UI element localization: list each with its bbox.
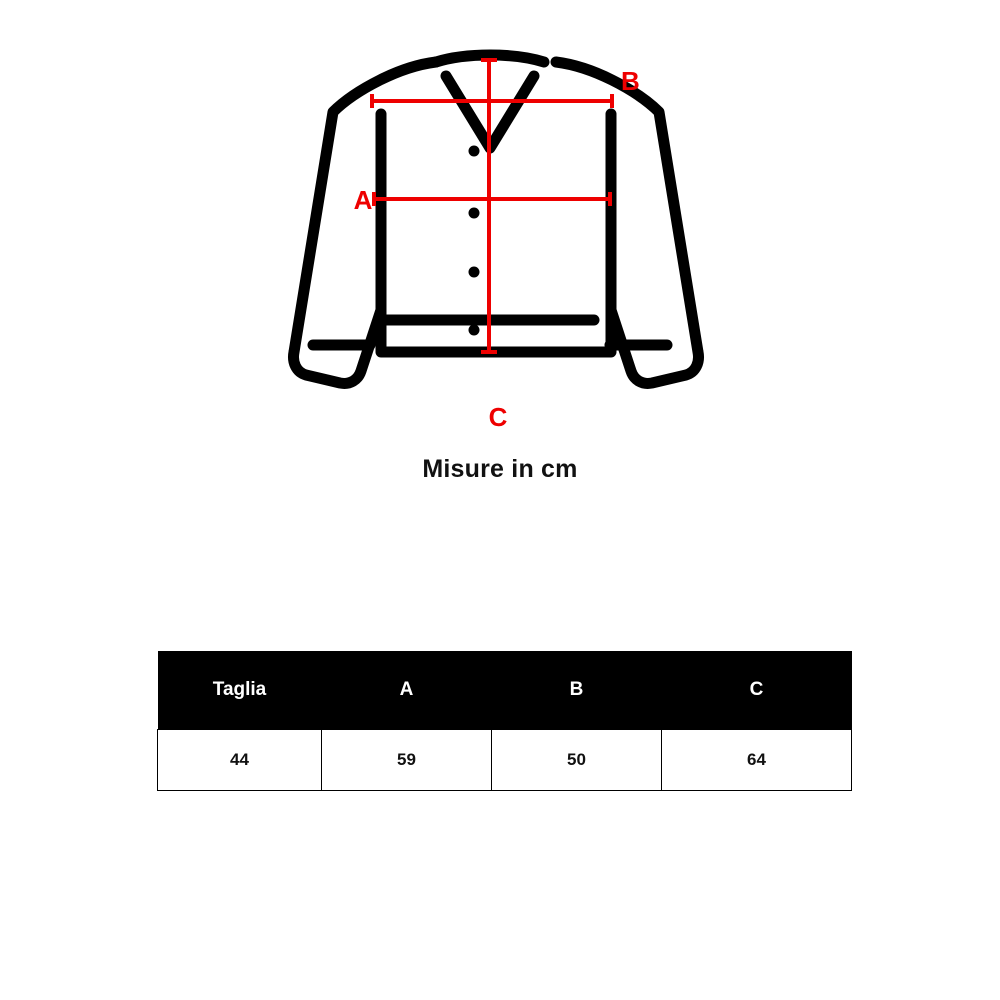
label-a: A xyxy=(353,185,373,215)
size-table xyxy=(157,651,852,791)
cell-taglia: 44 xyxy=(158,730,322,791)
measurement-unit-caption: Misure in cm xyxy=(422,455,578,483)
measure-line-c xyxy=(481,60,497,352)
table-row xyxy=(158,730,852,791)
measure-line-a xyxy=(374,192,610,206)
measure-line-b xyxy=(372,94,612,108)
cardigan-outline xyxy=(294,55,699,383)
label-b: B xyxy=(621,66,640,96)
garment-diagram xyxy=(0,0,1000,440)
garment-svg xyxy=(0,0,1000,440)
table-header-taglia: Taglia xyxy=(158,651,322,730)
button-placket-dots xyxy=(469,146,480,336)
cell-c: 64 xyxy=(662,730,852,791)
table-header-a: A xyxy=(322,651,492,730)
table-header-row xyxy=(158,651,852,730)
table-header-b: B xyxy=(492,651,662,730)
cell-a: 59 xyxy=(322,730,492,791)
label-c: C xyxy=(488,402,508,432)
cell-b: 50 xyxy=(492,730,662,791)
table-header-c: C xyxy=(662,651,852,730)
